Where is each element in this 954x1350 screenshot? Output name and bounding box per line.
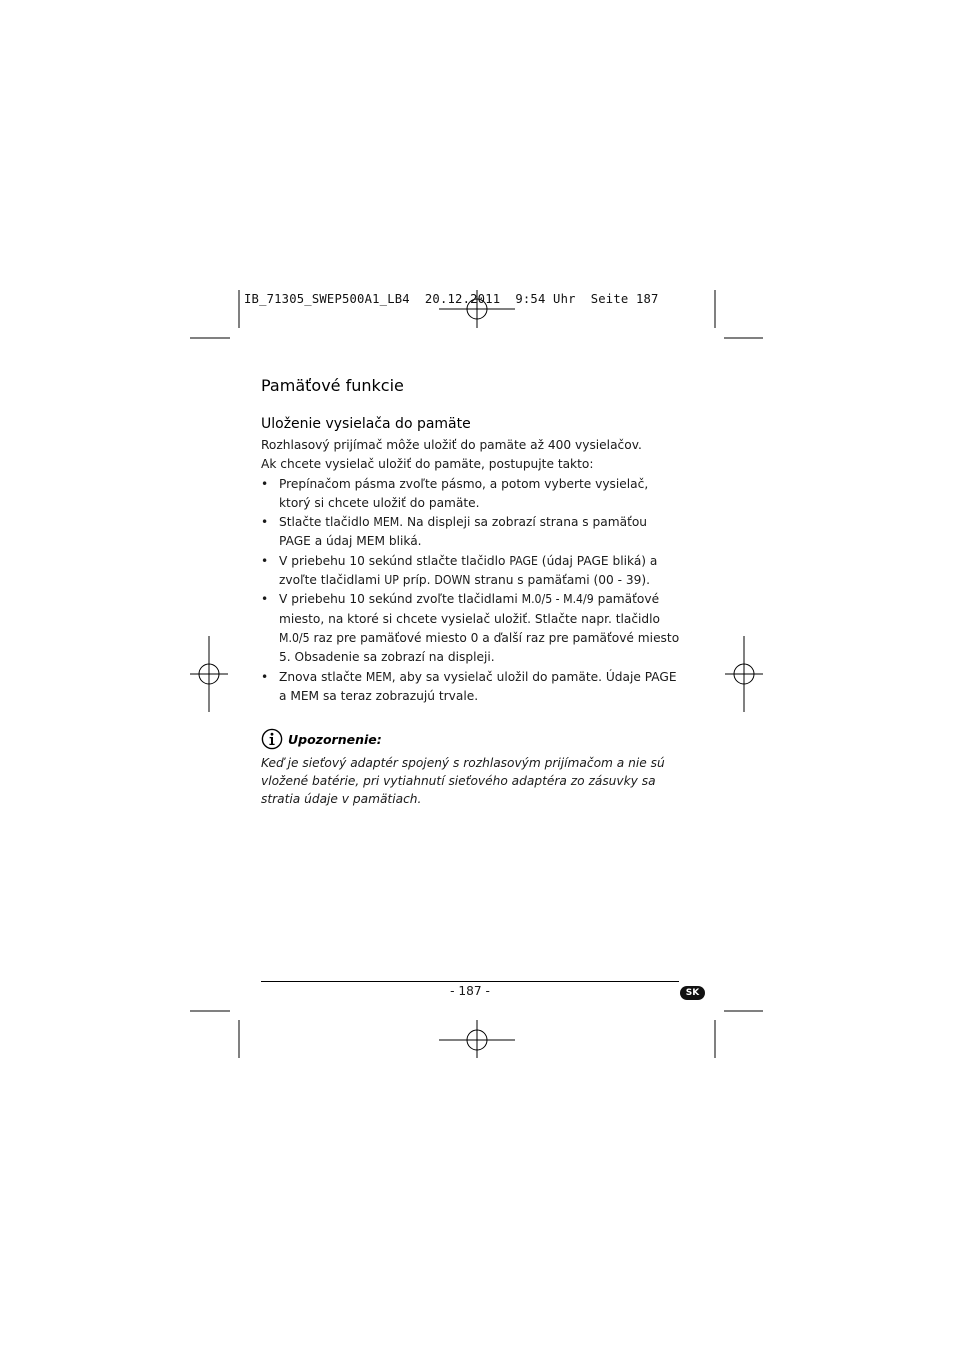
key-label: UP bbox=[384, 573, 399, 588]
section-title: Pamäťové funkcie bbox=[261, 376, 404, 395]
note-text: Keď je sieťový adaptér spojený s rozhlasovým prijímačom a nie sú vložené batérie, pri vytiahnutí sieťového adaptéra zo zásuvky sa stratia údaje v pamätiach. bbox=[261, 756, 665, 807]
key-label: 00 bbox=[598, 573, 614, 588]
language-badge: SK bbox=[680, 986, 705, 1000]
steps-list bbox=[261, 475, 681, 707]
key-label: MEM bbox=[365, 669, 392, 684]
key-label: MEM bbox=[356, 534, 385, 549]
key-label: PAGE bbox=[644, 669, 677, 684]
key-label: PAGE bbox=[279, 534, 311, 549]
list-item: • V priebehu 10 sekúnd stlačte tlačidlo PAGE (údaj PAGE bliká) a zvoľte tlačidlami UP príp. DOWN stranu s pamäťami (00 - 39). bbox=[261, 552, 681, 591]
note-header bbox=[261, 728, 681, 750]
key-label: M.0/5 bbox=[279, 630, 310, 645]
intro-line: Ak chcete vysielač uložiť do pamäte, postupujte takto: bbox=[261, 457, 594, 472]
key-label: 39 bbox=[625, 573, 642, 588]
key-label: M.0/5 - M.4/9 bbox=[521, 592, 594, 607]
list-item: • Stlačte tlačidlo MEM. Na displeji sa zobrazí strana s pamäťou PAGE a údaj MEM bliká. bbox=[261, 513, 681, 552]
page-number: - 187 - bbox=[450, 984, 490, 998]
footer-rule bbox=[261, 981, 679, 982]
key-label: PAGE bbox=[576, 553, 609, 568]
subsection-title: Uloženie vysielača do pamäte bbox=[261, 416, 471, 432]
key-label: 0 bbox=[470, 630, 479, 645]
list-item: • Znova stlačte MEM, aby sa vysielač uložil do pamäte. Údaje PAGE a MEM sa teraz zobrazujú trvale. bbox=[261, 668, 681, 707]
key-label: MEM bbox=[373, 515, 400, 530]
key-label: PAGE bbox=[509, 553, 538, 568]
list-item: • V priebehu 10 sekúnd zvoľte tlačidlami M.0/5 - M.4/9 pamäťové miesto, na ktoré si chcete vysielač uložiť. Stlačte napr. tlačidlo M.0/5 raz pre pamäťové miesto 0 a ďalší raz pre pamäťové miesto 5. Obsadenie sa zobrazí na displeji. bbox=[261, 590, 681, 667]
key-label: 5 bbox=[279, 650, 287, 665]
key-label: DOWN bbox=[434, 573, 471, 588]
note-title: Upozornenie: bbox=[288, 731, 382, 747]
info-icon bbox=[261, 728, 283, 750]
intro-line: Rozhlasový prijímač môže uložiť do pamäte až 400 vysielačov. bbox=[261, 438, 642, 452]
list-item: • Prepínačom pásma zvoľte pásmo, a potom vyberte vysielač, ktorý si chcete uložiť do pamäte. bbox=[261, 475, 681, 514]
page-content bbox=[261, 376, 681, 808]
print-slug: IB_71305_SWEP500A1_LB4 20.12.2011 9:54 Uhr Seite 187 bbox=[244, 292, 659, 306]
key-label: MEM bbox=[290, 688, 320, 703]
